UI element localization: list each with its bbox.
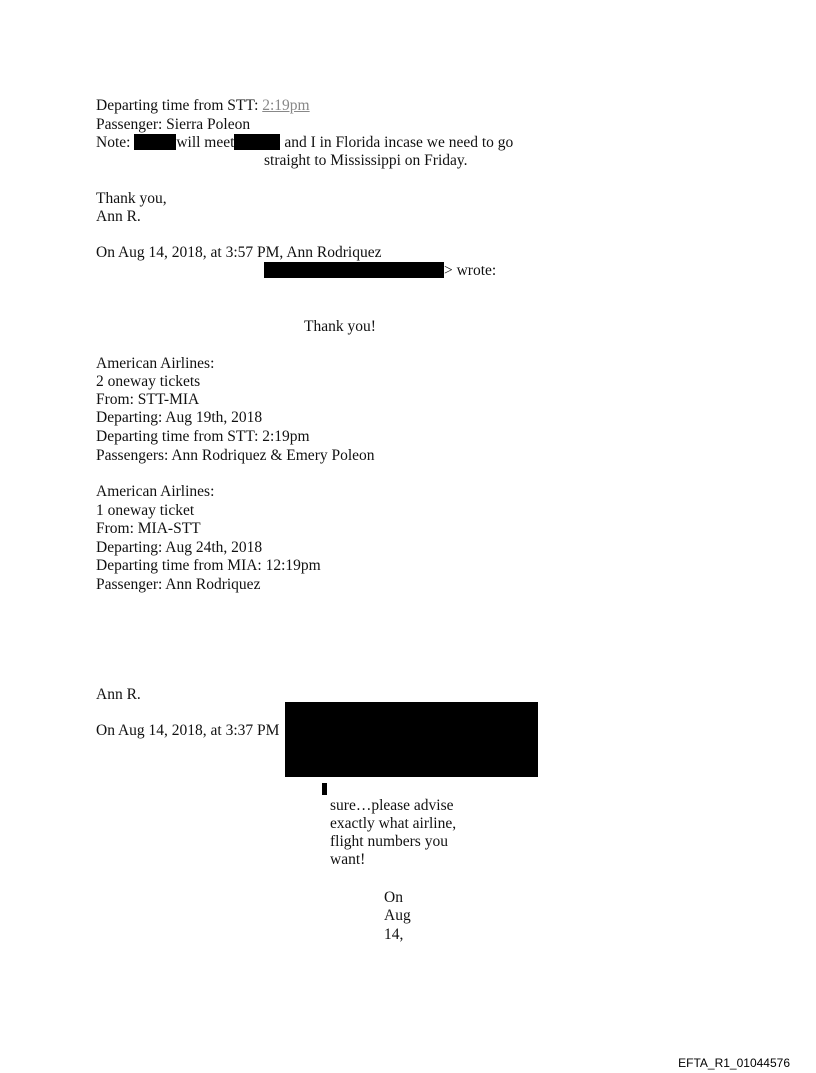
quote-sender-line — [264, 262, 496, 280]
note-text-will-meet: will meet — [176, 134, 235, 151]
booking1-airline: American Airlines: — [96, 355, 215, 372]
redaction-block — [134, 134, 176, 150]
quote2-header: On Aug 14, 2018, at 3:37 PM — [96, 722, 280, 739]
booking2-tickets: 1 oneway ticket — [96, 502, 195, 519]
reply-line: want! — [330, 851, 366, 868]
quote-header: On Aug 14, 2018, at 3:57 PM, Ann Rodriquez — [96, 244, 382, 261]
passenger-line: Passenger: Sierra Poleon — [96, 116, 251, 133]
large-redaction-block — [285, 702, 538, 777]
booking2-departing-time: Departing time from MIA: 12:19pm — [96, 557, 321, 574]
nested-quote-line: Aug — [384, 907, 411, 924]
note-line — [96, 134, 513, 152]
booking2-departing: Departing: Aug 24th, 2018 — [96, 539, 263, 556]
wrote-text: > wrote: — [444, 262, 497, 279]
booking2-from: From: MIA-STT — [96, 520, 201, 537]
nested-quote-line: On — [384, 889, 403, 906]
reply-line: sure…please advise — [330, 797, 454, 814]
booking2-airline: American Airlines: — [96, 483, 215, 500]
booking1-tickets: 2 oneway tickets — [96, 373, 201, 390]
document-id: EFTA_R1_01044576 — [678, 1056, 790, 1070]
booking2-passenger: Passenger: Ann Rodriquez — [96, 576, 261, 593]
signoff-thanks: Thank you, — [96, 190, 167, 207]
small-redaction-mark — [322, 783, 327, 795]
departing-time-link[interactable]: 2:19pm — [262, 97, 310, 114]
booking1-passengers: Passengers: Ann Rodriquez & Emery Poleon — [96, 447, 375, 464]
booking1-departing-time: Departing time from STT: 2:19pm — [96, 428, 310, 445]
reply-line: exactly what airline, — [330, 815, 457, 832]
reply-line: flight numbers you — [330, 833, 448, 850]
departing-time-line — [96, 97, 310, 115]
thank-you-text: Thank you! — [304, 318, 376, 335]
note-text-florida: and I in Florida incase we need to go — [280, 134, 514, 151]
signoff2-name: Ann R. — [96, 686, 141, 703]
departing-time-label: Departing time from STT: — [96, 97, 263, 114]
note-label: Note: — [96, 134, 135, 151]
redaction-block — [234, 134, 280, 150]
booking1-departing: Departing: Aug 19th, 2018 — [96, 409, 263, 426]
nested-quote-line: 14, — [384, 926, 404, 943]
note-continuation: straight to Mississippi on Friday. — [264, 152, 468, 169]
redacted-email — [264, 262, 444, 278]
signoff-name: Ann R. — [96, 208, 141, 225]
booking1-from: From: STT-MIA — [96, 391, 200, 408]
